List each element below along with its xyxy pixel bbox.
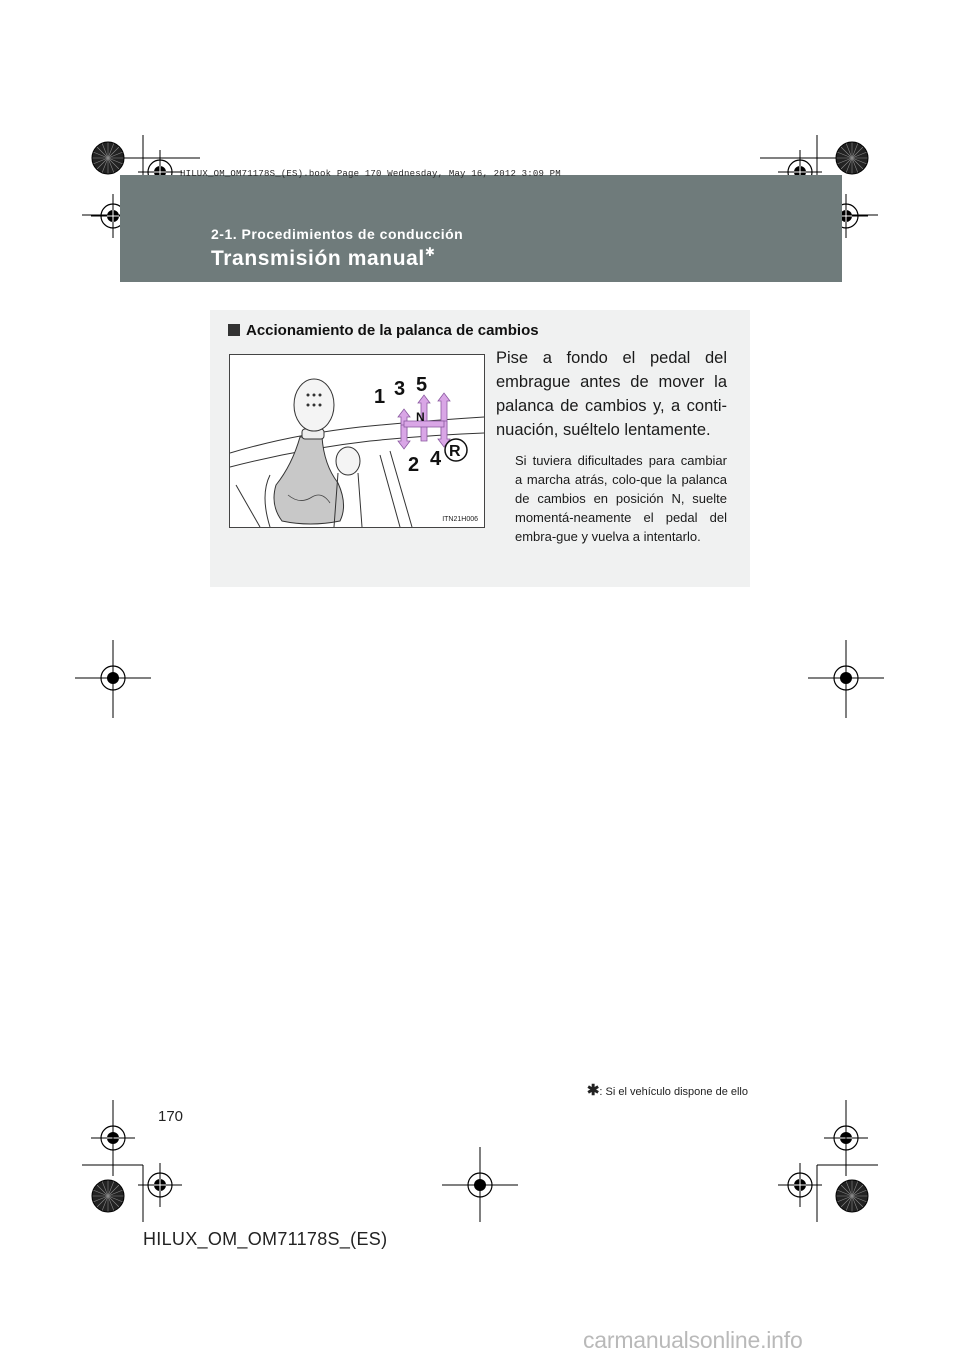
main-instruction-text: Pise a fondo el pedal del embrague antes de mover la palanca de cambios y, a conti-nuación, suéltelo lentamente. — [496, 349, 727, 439]
page-title-text: Transmisión manual — [211, 247, 425, 270]
title-asterisk-icon: ✱ — [424, 245, 436, 259]
print-stamp: HILUX_OM_OM71178S_(ES).book Page 170 Wednesday, May 16, 2012 3:09 PM — [180, 169, 561, 179]
gear-label-3: 3 — [394, 378, 406, 400]
page-title — [211, 247, 436, 271]
gear-label-2: 2 — [408, 454, 420, 476]
square-bullet-icon — [228, 324, 240, 336]
gear-lever-illustration — [230, 355, 484, 527]
document-code: HILUX_OM_OM71178S_(ES) — [143, 1229, 388, 1249]
gear-label-1: 1 — [374, 386, 386, 408]
gear-shift-figure — [229, 354, 485, 528]
subheading — [228, 322, 539, 339]
gear-label-5: 5 — [416, 374, 428, 396]
watermark: carmanualsonline.info — [583, 1327, 803, 1353]
section-label: 2-1. Procedimientos de conducción — [211, 226, 464, 242]
footnote-asterisk-icon: ✱ — [586, 1082, 600, 1099]
gear-label-r: R — [449, 443, 461, 460]
page-number: 170 — [158, 1108, 184, 1125]
footnote — [587, 1081, 748, 1099]
gear-label-n: N — [416, 410, 425, 424]
gear-label-4: 4 — [430, 448, 442, 470]
subheading-text: Accionamiento de la palanca de cambios — [246, 322, 539, 339]
note-text: Si tuviera dificultades para cambiar a marcha atrás, colo-que la palanca de cambios en posición N, suelte momentá-neamente el pedal del embra-gue y vuelva a intentarlo. — [515, 453, 727, 544]
footnote-text: : Si el vehículo dispone de ello — [599, 1086, 748, 1098]
figure-code: ITN21H006 — [442, 516, 478, 523]
